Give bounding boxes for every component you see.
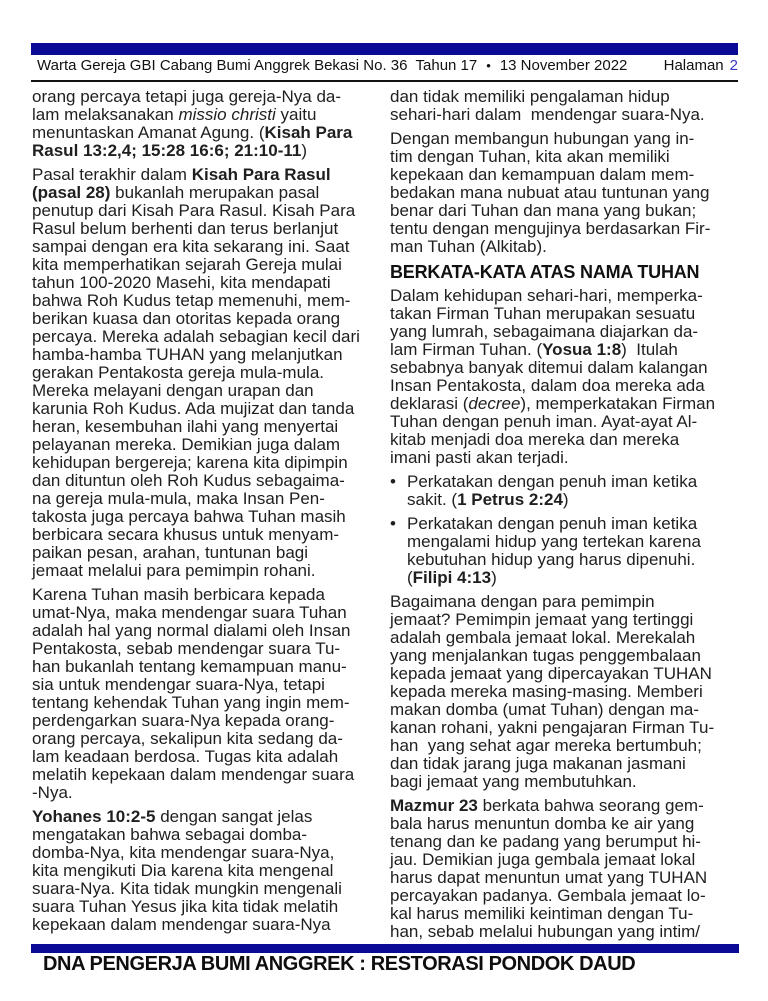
text-line: melatih kepekaan dalam mendengar suara	[32, 765, 355, 784]
text-line: penutup dari Kisah Para Rasul. Kisah Para	[32, 201, 356, 220]
text-line: han yang sehat agar mereka bertumbuh;	[390, 736, 702, 755]
text-line: harus dapat menuntun umat yang TUHAN	[390, 868, 708, 887]
text-line: berikan kuasa dan otoritas kepada orang	[32, 309, 341, 328]
footer-text: DNA PENGERJA BUMI ANGGREK : RESTORASI PONDOK DAUD	[43, 953, 636, 975]
text-line: karunia Roh Kudus. Ada mujizat dan tanda	[32, 399, 355, 418]
text-line: gerakan Pentakosta gereja mula-mula.	[32, 363, 324, 382]
page-header	[37, 57, 738, 79]
paragraph	[390, 593, 744, 791]
text-line: kepada mereka masing-masing. Memberi	[390, 682, 703, 701]
text-line: takan Firman Tuhan merupakan sesuatu	[390, 304, 696, 323]
text-line: adalah gembala jemaat lokal. Merekalah	[390, 628, 696, 647]
text-line: umat-Nya, maka mendengar suara Tuhan	[32, 603, 347, 622]
paragraph	[32, 808, 377, 934]
text-line: Perkatakan dengan penuh iman ketika	[407, 472, 698, 491]
text-line: Mazmur 23 berkata bahwa seorang gem-	[390, 796, 704, 815]
text-line: Rasul belum berhenti dan terus berlanjut	[32, 219, 339, 238]
text-line: bala harus menuntun domba ke air yang	[390, 814, 695, 833]
text-line: suara-Nya. Kita tidak mungkin mengenali	[32, 879, 342, 898]
text-line: jemaat melalui para pemimpin rohani.	[32, 561, 316, 580]
text-line: percaya. Mereka adalah sebagian kecil dari	[32, 327, 360, 346]
text-line: Insan Pentakosta, dalam doa mereka ada	[390, 376, 705, 395]
text-line: sebabnya banyak ditemui dalam kalangan	[390, 358, 708, 377]
text-line: kal harus memiliki keintiman dengan Tu-	[390, 904, 694, 923]
text-line: benar dari Tuhan dan mana yang bukan;	[390, 201, 697, 220]
text-line: deklarasi (decree), memperkatakan Firman	[390, 394, 716, 413]
halaman-label: Halaman	[663, 57, 724, 74]
text-line: domba-Nya, kita mendengar suara-Nya,	[32, 843, 335, 862]
text-line: makan domba (umat Tuhan) dengan ma-	[390, 700, 700, 719]
text-line: Pentakosta, sebab mendengar suara Tu-	[32, 639, 341, 658]
header-rule	[31, 80, 738, 82]
text-line: sehari-hari dalam mendengar suara-Nya.	[390, 105, 705, 124]
masthead-title: Warta Gereja GBI Cabang Bumi Anggrek Bekasi No. 36 Tahun 17	[37, 57, 478, 74]
text-line: kitab menjadi doa mereka dan mereka	[390, 430, 680, 449]
paragraph	[390, 88, 744, 124]
text-line: paikan pesan, arahan, tuntunan bagi	[32, 543, 309, 562]
text-line: dan dituntun oleh Roh Kudus sebagaima-	[32, 471, 345, 490]
text-line: lam keadaan berdosa. Tugas kita adalah	[32, 747, 339, 766]
text-line: Rasul 13:2,4; 15:28 16:6; 21:10-11)	[32, 141, 307, 160]
text-line: Dengan membangun hubungan yang in-	[390, 129, 695, 148]
paragraph	[32, 88, 377, 160]
text-line: heran, kesembuhan ilahi yang menyertai	[32, 417, 339, 436]
bullet-item	[390, 515, 744, 587]
text-line: kanan rohani, yakni pengajaran Firman Tu-	[390, 718, 715, 737]
text-line: na gereja mula-mula, maka Insan Pen-	[32, 489, 325, 508]
footer-accent-bar	[31, 944, 739, 953]
content-left-column	[32, 88, 377, 941]
paragraph	[390, 130, 744, 256]
text-line: -Nya.	[32, 783, 73, 802]
text-line: lam Firman Tuhan. (Yosua 1:8) Itulah	[390, 340, 678, 359]
text-line: (pasal 28) bukanlah merupakan pasal	[32, 183, 320, 202]
text-line: imani pasti akan terjadi.	[390, 448, 569, 467]
text-line: berbicara secara khusus untuk menyam-	[32, 525, 340, 544]
bullet-item	[390, 473, 744, 509]
text-line: Tuhan dengan penuh iman. Ayat-ayat Al-	[390, 412, 698, 431]
text-line: tim dengan Tuhan, kita akan memiliki	[390, 147, 670, 166]
text-line: han bukanlah tentang kemampuan manu-	[32, 657, 347, 676]
text-line: pelayanan mereka. Demikian juga dalam	[32, 435, 341, 454]
text-line: tahun 100-2020 Masehi, kita mendapati	[32, 273, 331, 292]
text-line: kita memperhatikan sejarah Gereja mulai	[32, 255, 342, 274]
text-line: tenang dan ke padang yang berumput hi-	[390, 832, 701, 851]
text-line: bahwa Roh Kudus tetap memenuhi, mem-	[32, 291, 351, 310]
text-line: orang percaya, sekalipun kita sedang da-	[32, 729, 343, 748]
text-line: percayakan padanya. Gembala jemaat lo-	[390, 886, 706, 905]
content-right-column	[390, 88, 744, 941]
page-number-area	[664, 57, 738, 74]
text-line: sia untuk mendengar suara-Nya, tetapi	[32, 675, 325, 694]
text-line: kita mengikuti Dia karena kita mengenal	[32, 861, 334, 880]
text-line: menuntaskan Amanat Agung. (Kisah Para	[32, 123, 353, 142]
paragraph	[32, 586, 377, 802]
text-line: bagi jemaat yang membutuhkan.	[390, 772, 637, 791]
text-line: kepekaan dalam mendengar suara-Nya	[32, 915, 331, 934]
text-line: han, sebab melalui hubungan yang intim/	[390, 922, 700, 941]
text-line: tentang kehendak Tuhan yang ingin mem-	[32, 693, 350, 712]
text-line: Bagaimana dengan para pemimpin	[390, 592, 655, 611]
text-line: kepekaan dan kemampuan dalam mem-	[390, 165, 695, 184]
page-footer	[43, 953, 743, 976]
page-number: 2	[729, 57, 738, 74]
text-line: dan tidak memiliki pengalaman hidup	[390, 87, 670, 106]
text-line: bedakan mana nubuat atau tuntunan yang	[390, 183, 710, 202]
newsletter-masthead	[37, 57, 627, 74]
text-line: sakit. (1 Petrus 2:24)	[407, 490, 569, 509]
text-line: man Tuhan (Alkitab).	[390, 237, 547, 256]
paragraph	[390, 287, 744, 467]
text-line: tentu dengan mengujinya berdasarkan Fir-	[390, 219, 711, 238]
top-accent-bar	[31, 43, 738, 55]
text-line: dan tidak jarang juga makanan jasmani	[390, 754, 686, 773]
text-line: jemaat? Pemimpin jemaat yang tertinggi	[390, 610, 694, 629]
text-line: lam melaksanakan missio christi yaitu	[32, 105, 317, 124]
text-line: takosta juga percaya bahwa Tuhan masih	[32, 507, 346, 526]
article-content	[32, 88, 744, 941]
text-line: Mereka melayani dengan urapan dan	[32, 381, 314, 400]
text-line: yang menjalankan tugas penggembalaan	[390, 646, 701, 665]
bullet-marker-icon: •	[390, 514, 396, 533]
text-line: hamba-hamba TUHAN yang melanjutkan	[32, 345, 343, 364]
bullet-text	[407, 515, 744, 587]
text-line: orang percaya tetapi juga gereja-Nya da-	[32, 87, 342, 106]
text-line: kepada jemaat yang dipercayakan TUHAN	[390, 664, 712, 683]
text-line: suara Tuhan Yesus jika kita tidak melatih	[32, 897, 339, 916]
text-line: perdengarkan suara-Nya kepada orang-	[32, 711, 335, 730]
text-line: Perkatakan dengan penuh iman ketika	[407, 514, 698, 533]
text-line: (Filipi 4:13)	[407, 568, 497, 587]
bullet-text	[407, 473, 744, 509]
bullet-marker-icon: •	[390, 472, 396, 491]
text-line: mengalami hidup yang tertekan karena	[407, 532, 701, 551]
bullet-separator-icon: •	[486, 58, 491, 73]
text-line: kehidupan bergereja; karena kita dipimpin	[32, 453, 348, 472]
text-line: kebutuhan hidup yang harus dipenuhi.	[407, 550, 696, 569]
text-line: adalah hal yang normal dialami oleh Insan	[32, 621, 351, 640]
text-line: sampai dengan era kita sekarang ini. Saat	[32, 237, 350, 256]
paragraph	[32, 166, 377, 580]
text-line: jau. Demikian juga gembala jemaat lokal	[390, 850, 696, 869]
paragraph	[390, 797, 744, 941]
text-line: yang lumrah, sebagaimana diajarkan da-	[390, 322, 699, 341]
text-line: Dalam kehidupan sehari-hari, memperka-	[390, 286, 703, 305]
text-line: mengatakan bahwa sebagai domba-	[32, 825, 308, 844]
text-line: Pasal terakhir dalam Kisah Para Rasul	[32, 165, 331, 184]
text-line: Yohanes 10:2-5 dengan sangat jelas	[32, 807, 313, 826]
section-heading: BERKATA-KATA ATAS NAMA TUHAN	[390, 262, 700, 282]
text-line: Karena Tuhan masih berbicara kepada	[32, 585, 325, 604]
issue-date: 13 November 2022	[499, 57, 628, 74]
